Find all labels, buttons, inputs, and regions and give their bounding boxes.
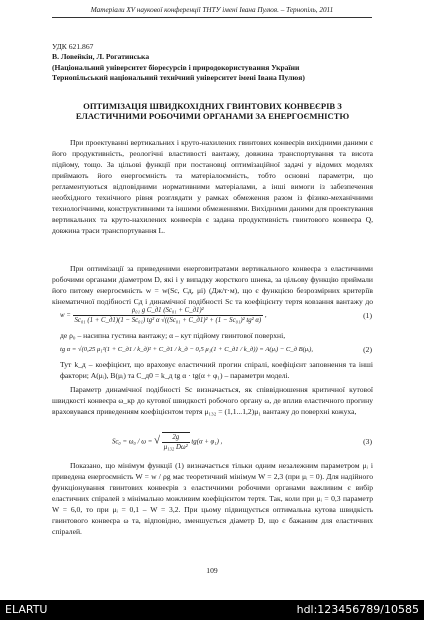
paragraph-2: При оптимізації за приведеними енерговитратами вертикального конвеєра з еластичними робочими органами діаметром D, які і у випадку жорсткого шнека, за цільову функцію приймали його питому енергоємність w = w(Sc, Cд, μi) (Дж/т·м), що є функцією безрозмірних критеріїв кінематичної подібності Cд і динамічної подібності Sc та коефіцієнту тертя ковзання вантажу до [52, 264, 373, 306]
authors: В. Ловейкін, Л. Рогатинська [52, 52, 150, 61]
eq1-explanation: де ρ₀ – насипна густина вантажу; α – кут підйому гвинтової поверхні, [60, 331, 286, 340]
eq3-root-numerator: 2g [162, 433, 190, 443]
eq1-numerator: ρ₀₁ g C_д1 (Sc₀₁ + C_д1)² [73, 306, 264, 316]
page-number: 109 [206, 566, 218, 575]
affiliation-line-1: (Національний університет біоресурсів і природокористування України [52, 63, 300, 72]
running-header: Матеріали XV наукової конференції ТНТУ імені Івана Пулюя. – Тернопіль, 2011 [90, 6, 334, 14]
footer-repository-label: ELARTU [5, 603, 48, 616]
paper-title-line-1: ОПТИМІЗАЦІЯ ШВИДКОХІДНИХ ГВИНТОВИХ КОНВЕЄРІВ З [83, 101, 342, 111]
eq3-number: (3) [363, 437, 372, 446]
paragraph-3: Параметр динамічної подібності Sc визначається, як співвідношення критичної кутової швидкості конвеєра ω_кр до кутової швидкості робочого органу ω, де вплив еластичного прогину враховувався приведенням коефіцієнтом тертя μ₁₃₂ = (1,1...1,2)μ₁ вантажу до поверхні кожуха, [52, 385, 373, 416]
equation-2: tg α = √(0,25 μ₁²(1 + C_д1 / k_д)² + C_д1 / k_д − 0,5 μ₁(1 + C_д1 / k_д)) = A(μᵢ) − C_д B(μᵢ), [60, 346, 314, 353]
eq2-number: (2) [363, 345, 372, 354]
eq1-lhs: w = [60, 312, 71, 320]
eq3-tail: tg(α + φ₁) , [191, 438, 223, 446]
paper-title-line-2: ЕЛАСТИЧНИМИ РОБОЧИМИ ОРГАНАМИ ЗА ЕНЕРГОЄМНІСТЮ [75, 111, 350, 121]
eq3-root-denominator: μ₁₃₂ Dω² [163, 444, 188, 451]
eq1-denominator: Sc₀₁ (1 + C_д1)(1 − Sc₀₁) tg² α √((Sc₀₁ + C_д1)² + (1 − Sc₀₁)² tg² α) [74, 317, 262, 324]
equation-3 [112, 432, 222, 452]
eq2-explanation: Тут k_д – коефіцієнт, що враховує еластичний прогин спіралі, коефіцієнт заповнення та інші фактори; A(μᵢ), B(μᵢ) та C_д0 = k_д tg α · tg(α + φ₁) – параметри моделі. [60, 360, 373, 380]
paragraph-4: Показано, що мінімум функції (1) визначається тільки одним незалежним параметром μᵢ і приведена енергоємність W = w / ρg має теоретичний мінімум W = 2,3 (при μᵢ = 0). Для надійного функціонування гвинтових конвеєрів з еластичними робочими органами важливим є вибір еластичних спіралей з мінімально можливим коефіцієнтом тертя. Так, коли при μᵢ = 0,3 параметр W = 6,0, то при μᵢ = 0,1 – W = 3,2. При цьому підвищується оптимальна кутова швидкість гвинтового конвеєра ω та, відповідно, зменшується діаметр D, що є бажаним для еластичних спіралей. [52, 461, 373, 536]
udc-code: УДК 621.867 [52, 42, 94, 51]
equation-1 [60, 306, 267, 325]
eq3-root-fraction [162, 432, 190, 452]
eq3-lhs: Sc₀ = ω₀ / ω = [112, 438, 153, 446]
paragraph-1: При проектуванні вертикальних і круто-нахилених гвинтових конвеєрів вихідними даними є його продуктивність, реологічні властивості вантажу, довжина транспортування та висота підйому, тощо. За цільові функції при постановці оптимізаційної задачі у відомих моделях приймають його енергоємність та матеріалоємність, тобто основні параметри, що регламентуються відповідними нормативними матеріалами, а інші вимоги із забезпечення необхідного технічного рівня розглядати у рамках обмеження разом із фізико-механічними технологічними, конструктивними та іншими обмеженнями. Вихідними даними для проектування вертикальних та круто-нахилених конвеєрів є задана продуктивність гвинтового конвеєра Q, довжина траси транспортування L. [52, 138, 373, 235]
sqrt-sign: √ [154, 434, 161, 447]
affiliation-line-2: Тернопільський національний технічний університет імені Івана Пулюя) [52, 73, 305, 82]
eq1-number: (1) [363, 311, 372, 320]
footer-bar [0, 600, 424, 620]
eq1-tail: , [264, 312, 267, 320]
footer-handle-link[interactable]: hdl:123456789/10585 [296, 603, 419, 616]
eq1-fraction [73, 306, 264, 325]
header-rule [52, 17, 372, 18]
